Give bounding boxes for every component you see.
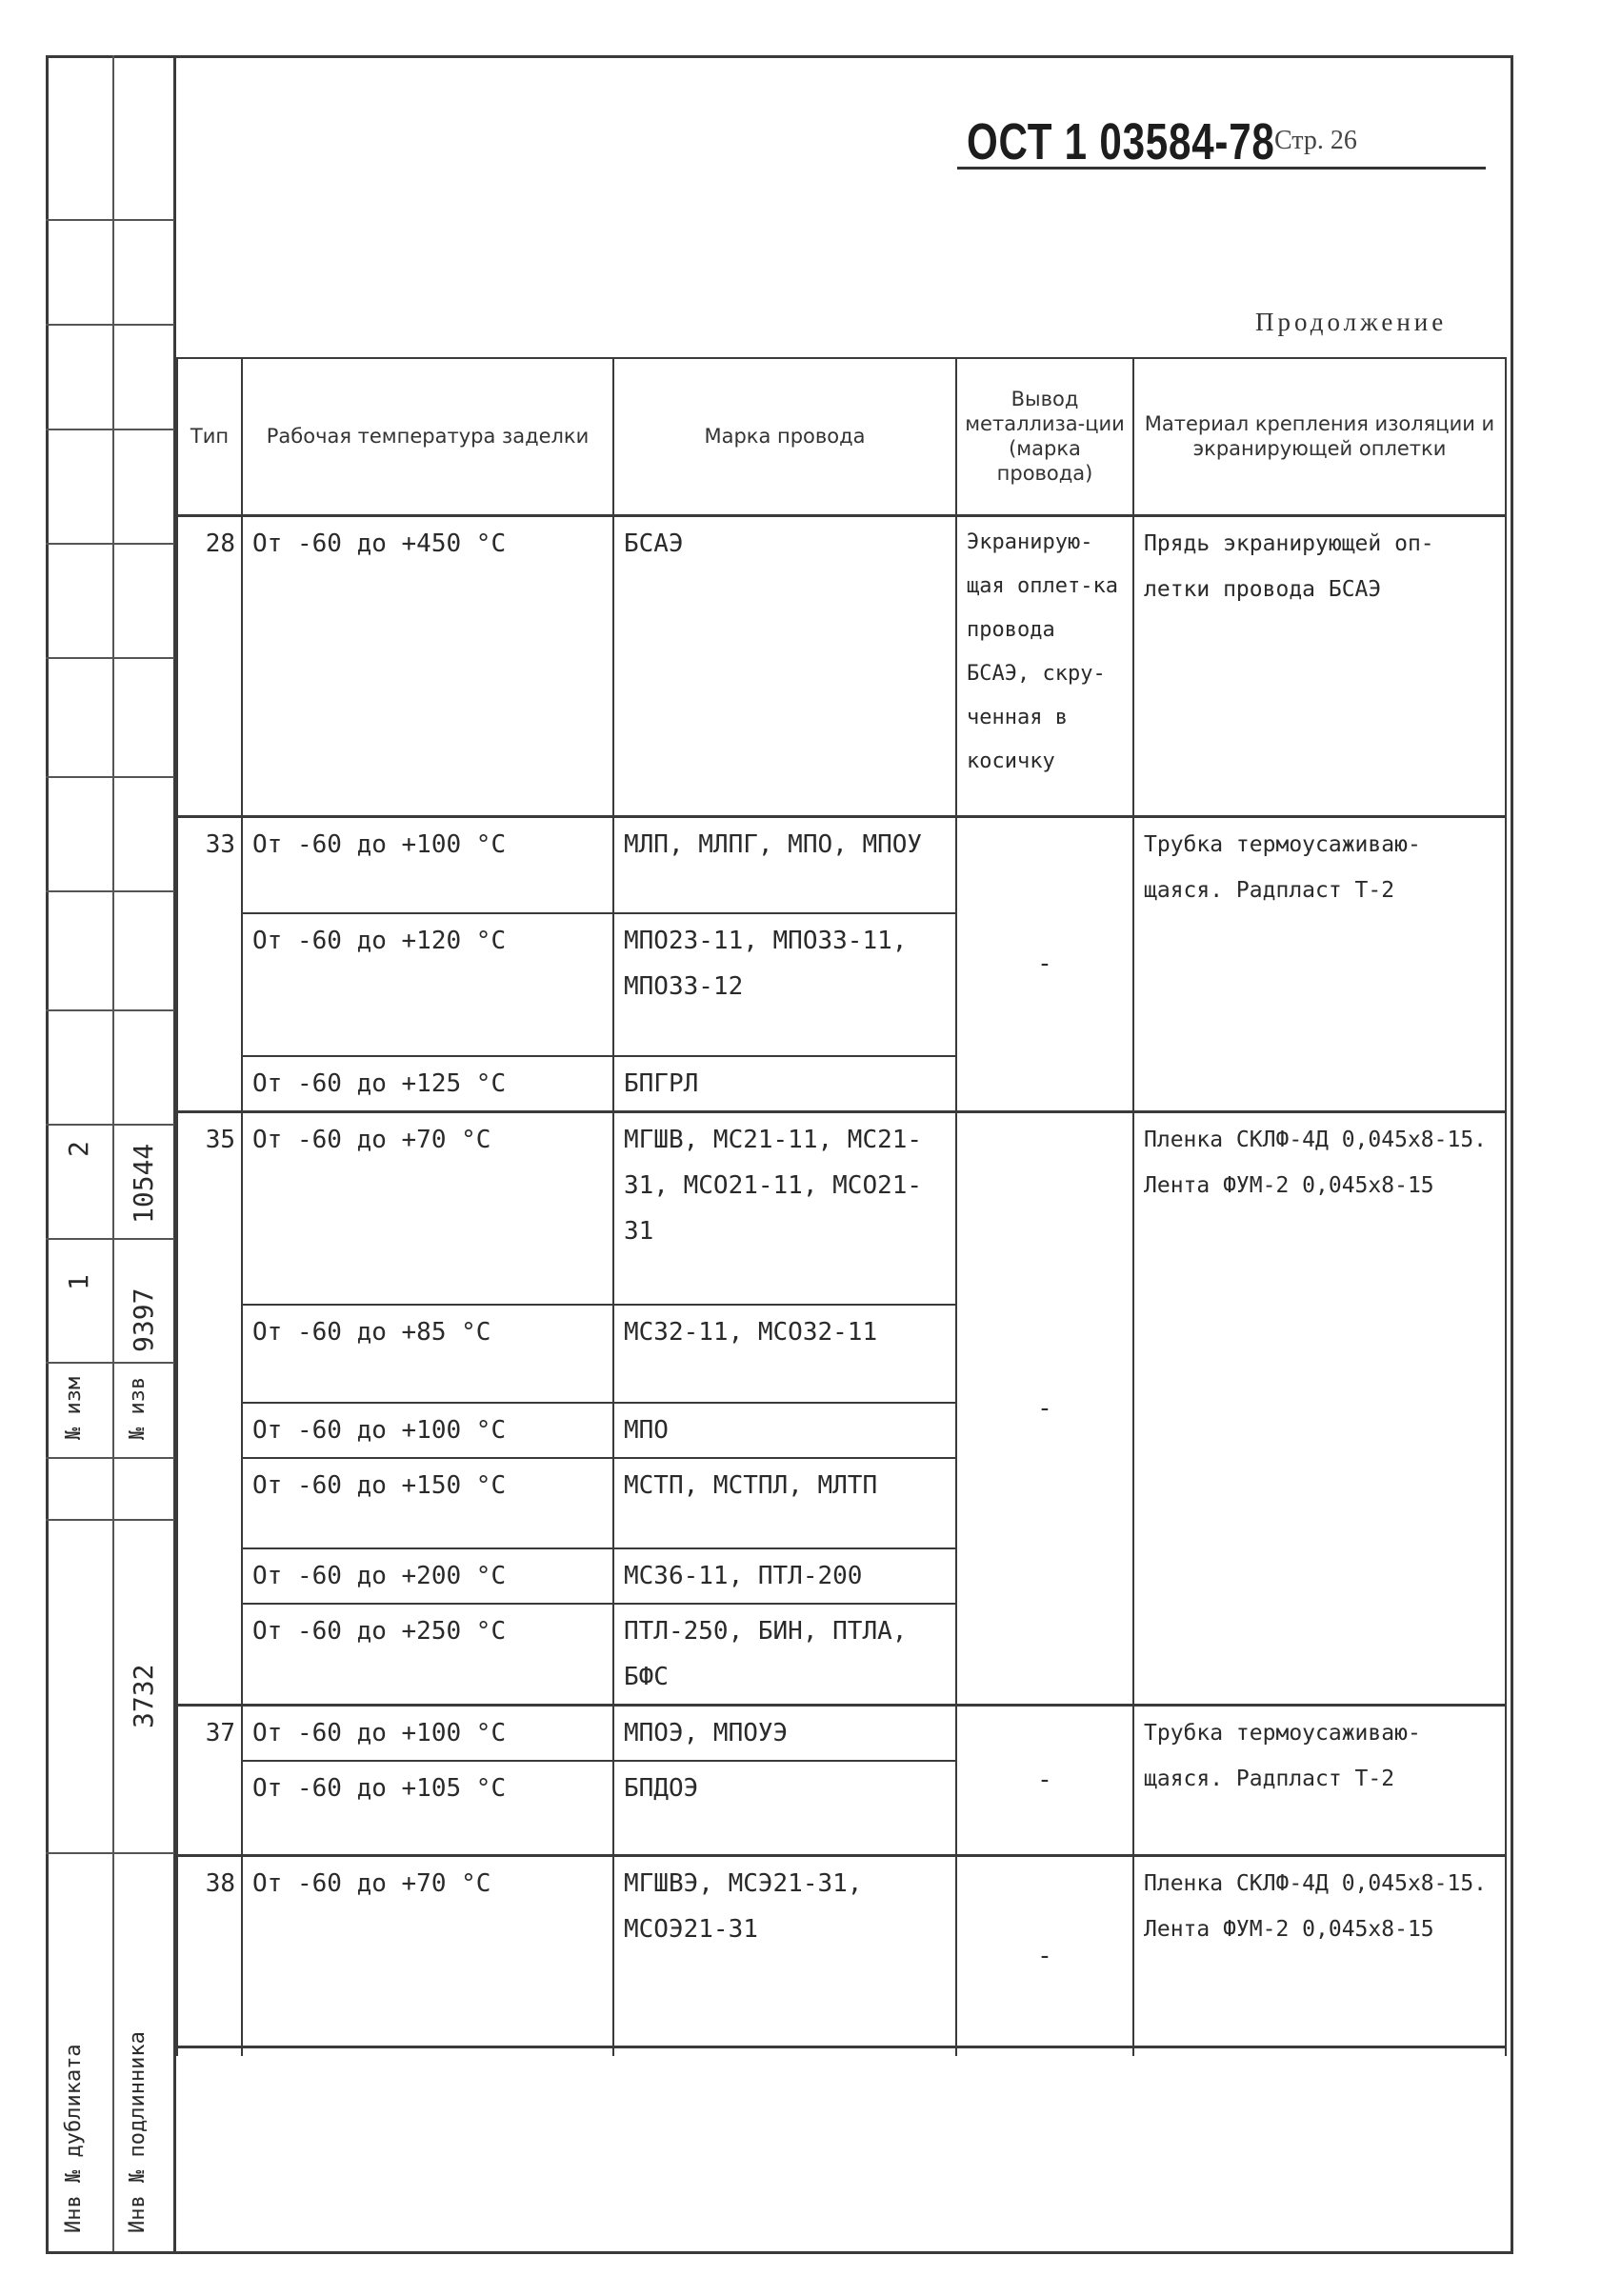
margin-rule: [46, 1362, 174, 1364]
material-cell: Прядь экранирующей оп-летки провода БСАЭ: [1133, 515, 1506, 816]
temperature-cell: От -60 до +70 °С: [242, 1856, 613, 2056]
margin-strip-divider: [112, 55, 114, 2251]
wire-cell: МГШВЭ, МСЭ21-31, МСОЭ21-31: [613, 1856, 956, 2056]
wire-cell: МЛП, МЛПГ, МПО, МПОУ: [613, 816, 956, 913]
temperature-cell: От -60 до +100 °С: [242, 1403, 613, 1458]
temperature-cell: От -60 до +100 °С: [242, 816, 613, 913]
margin-rule: [46, 429, 174, 430]
temperature-cell: От -60 до +120 °С: [242, 913, 613, 1056]
wire-cell: МПО: [613, 1403, 956, 1458]
margin-rule: [46, 1238, 174, 1240]
type-cell: 35: [177, 1112, 242, 1706]
col-header-material: Материал крепления изоляции и экранирующей оплетки: [1133, 358, 1506, 515]
material-cell: Пленка СКЛФ-4Д 0,045х8-15. Лента ФУМ-2 0,045х8-15: [1133, 1112, 1506, 1706]
temperature-cell: От -60 до +105 °С: [242, 1761, 613, 1856]
type-cell: 28: [177, 515, 242, 816]
wire-cell: БПДОЭ: [613, 1761, 956, 1856]
continuation-label: Продолжение: [1255, 308, 1448, 336]
izv-number-2: 10544: [128, 1143, 159, 1224]
inv-original-label: Инв № подлинника: [126, 2031, 150, 2233]
temperature-cell: От -60 до +125 °С: [242, 1056, 613, 1112]
margin-rule: [46, 219, 174, 221]
margin-rule: [46, 890, 174, 892]
izm-number-1: 1: [63, 1274, 94, 1290]
metal-output-cell: -: [956, 1112, 1133, 1706]
metal-output-cell: -: [956, 1705, 1133, 1856]
margin-rule: [46, 543, 174, 545]
wire-cell: БПГРЛ: [613, 1056, 956, 1112]
margin-rule: [46, 657, 174, 659]
type-cell: 37: [177, 1705, 242, 1856]
wire-cell: МС32-11, МСО32-11: [613, 1305, 956, 1403]
wire-cell: БСАЭ: [613, 515, 956, 816]
izm-number-2: 2: [63, 1141, 94, 1157]
inv-duplicate-label: Инв № дубликата: [62, 2044, 86, 2233]
material-cell: Пленка СКЛФ-4Д 0,045х8-15. Лента ФУМ-2 0,045х8-15: [1133, 1856, 1506, 2056]
material-cell: Трубка термоусаживаю-щаяся. Радпласт Т-2: [1133, 1705, 1506, 1856]
izv-label: № изв: [126, 1376, 150, 1440]
metal-output-cell: -: [956, 1856, 1133, 2056]
inv-original-number: 3732: [128, 1664, 159, 1728]
material-cell: Трубка термоусаживаю-щаяся. Радпласт Т-2: [1133, 816, 1506, 1112]
table-row: [177, 1705, 1506, 1761]
header-underline: [957, 167, 1486, 170]
wire-cell: МСТП, МСТПЛ, МЛТП: [613, 1458, 956, 1548]
temperature-cell: От -60 до +150 °С: [242, 1458, 613, 1548]
temperature-cell: От -60 до +85 °С: [242, 1305, 613, 1403]
document-code: ОСТ 1 03584-78: [967, 113, 1275, 170]
spec-table: [176, 357, 1507, 2056]
margin-rule: [46, 1519, 174, 1521]
wire-cell: ПТЛ-250, БИН, ПТЛА, БФС: [613, 1604, 956, 1706]
table-header-row: [177, 358, 1506, 515]
col-header-metal-output: Вывод металлиза-ции (марка провода): [956, 358, 1133, 515]
page-number: Стр. 26: [1274, 126, 1357, 155]
temperature-cell: От -60 до +200 °С: [242, 1548, 613, 1604]
margin-rule: [46, 1852, 174, 1854]
type-cell: 38: [177, 1856, 242, 2056]
table-row: [177, 816, 1506, 913]
wire-cell: МПОЭ, МПОУЭ: [613, 1705, 956, 1761]
temperature-cell: От -60 до +100 °С: [242, 1705, 613, 1761]
margin-rule: [46, 1009, 174, 1011]
margin-rule: [46, 1124, 174, 1126]
table-row: [177, 1856, 1506, 2056]
wire-cell: МС36-11, ПТЛ-200: [613, 1548, 956, 1604]
metal-output-cell: -: [956, 816, 1133, 1112]
margin-rule: [46, 776, 174, 778]
izm-label: № изм: [62, 1376, 86, 1440]
type-cell: 33: [177, 816, 242, 1112]
temperature-cell: От -60 до +450 °С: [242, 515, 613, 816]
col-header-wire: Марка провода: [613, 358, 956, 515]
margin-rule: [46, 1457, 174, 1459]
table-bottom-rule: [176, 2046, 1506, 2048]
col-header-temperature: Рабочая температура заделки: [242, 358, 613, 515]
temperature-cell: От -60 до +250 °С: [242, 1604, 613, 1706]
wire-cell: МПО23-11, МПО33-11, МПО33-12: [613, 913, 956, 1056]
izv-number-1: 9397: [128, 1288, 159, 1352]
table-row: [177, 1112, 1506, 1305]
wire-cell: МГШВ, МС21-11, МС21-31, МСО21-11, МСО21-31: [613, 1112, 956, 1305]
col-header-type: Тип: [177, 358, 242, 515]
margin-rule: [46, 324, 174, 326]
metal-output-cell: Экранирую-щая оплет-ка провода БСАЭ, скру-ченная в косичку: [956, 515, 1133, 816]
temperature-cell: От -60 до +70 °С: [242, 1112, 613, 1305]
table-row: [177, 515, 1506, 816]
